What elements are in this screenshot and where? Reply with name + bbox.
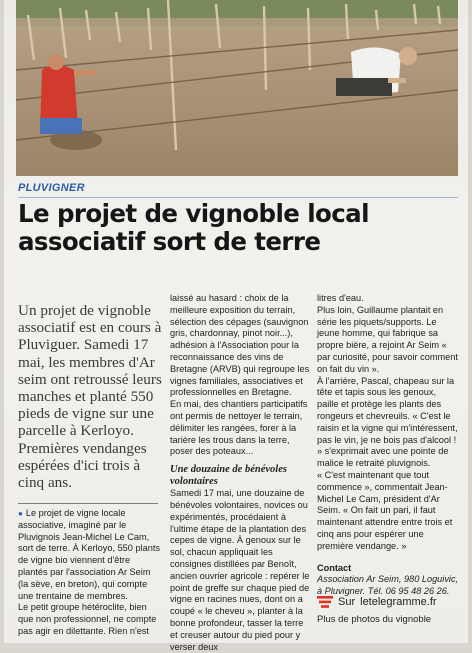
column2-paragraph-3: Samedi 17 mai, une douzaine de bénévoles volontaires, novices ou expérimentés, procédaient à l'ultime étape de la plantation des cepes de vigne. À genoux sur le sol, chacun appliquait les consignes distillées par Benoît, ancien ouvrier agricole : repérer le point de greffe sur chaque pied de vigne en racines nues, dont on a coupé « le cheveu », planter à la bonne profondeur, tasser la terre et creuser autour du pied pour y verser deux [170,488,310,652]
lede-paragraph: Un projet de vignoble associatif est en cours à Pluviguer. Samedi 17 mai, les membres d'Ar seim ont retroussé leurs manches et planté 550 pieds de vigne sur une parcelle à Kerloyo. Premières vendanges espérées d'ici trois à cinq ans. [18,302,162,492]
logo-prefix: Sur [338,596,356,608]
column3-paragraph-2: Plus loin, Guillaume plantait en série les piquets/supports. Le jeune homme, qui fabrique sa propre bière, a rejoint Ar Seim « par curiosité, pour savoir comment on fait du vin ». [317,304,458,374]
article-column-1 [18,508,162,638]
column2-subheading: Une douzaine de bénévoles volontaires [170,464,287,488]
column2-paragraph-1: laissé au hasard : choix de la meilleure exposition du terrain, sélection des cépages (sauvignon gris, chardonnay, pinot noir...), adhésion à l'Association pour la reconnaissance des vins de Bretagne (ARVB) qui regroupe les vignes familiales, associatives et professionnelles en Bretagne. [170,293,310,398]
headline: Le projet de vignoble local associatif sort de terre [18,199,369,256]
rubric-divider [18,197,458,198]
column1-paragraph-2: Le petit groupe hétéroclite, bien que non professionnel, ne compte pas agir en dilettante. Rien n'est [18,602,157,636]
column3-paragraph-4: « C'est maintenant que tout commence », commentait Jean-Michel Le Cam, président d'Ar Seim. « On fait un pari, il faut maintenant attendre entre trois et cinq ans pour espérer une première vendange. » [317,469,453,551]
column3-paragraph-1: litres d'eau. [317,293,364,303]
column2-paragraph-2: En mai, des chantiers participatifs ont permis de nettoyer le terrain, délimiter les rangées, forer à la tarière les trous dans la terre, poser des poteaux... [170,399,308,457]
article-column-3 [317,293,459,598]
column3-paragraph-3: À l'arrière, Pascal, chapeau sur la tête et tapis sous les genoux, paille et protège les plants des rongeurs et chevreuils. « C'est le raisin et la vigne qui m'intéressent, pas le vin, je ne bois pas d'alcool ! » s'exprimait avec une pointe de malice le retraité pluvignois. [317,375,458,469]
column1-paragraph-1: ● Le projet de vigne locale associative, imaginé par le Pluvignois Jean-Michel Le Cam, sort de terre. À Kerloyo, 550 plants de vigne bio viennent d'être plantés par l'association Ar Seim (la sève, en breton), qui compte une trentaine de membres. [18,508,160,601]
more-photos-caption[interactable]: Plus de photos du vignoble [317,614,432,625]
article-column-2 [170,293,310,653]
contact-details: Association Ar Seim, 980 Loguivic, à Pluvigner. Tél. 06 95 48 26 26. [317,574,459,597]
lede-divider [18,503,158,504]
telegramme-logo-icon [317,596,333,608]
contact-heading: Contact [317,562,352,573]
telegramme-logo-link[interactable] [317,596,437,608]
bullet-icon: ● [18,509,23,518]
article-photo [16,0,458,176]
section-rubric: PLUVIGNER [18,182,85,194]
logo-site-name: letelegramme.fr [360,596,437,608]
